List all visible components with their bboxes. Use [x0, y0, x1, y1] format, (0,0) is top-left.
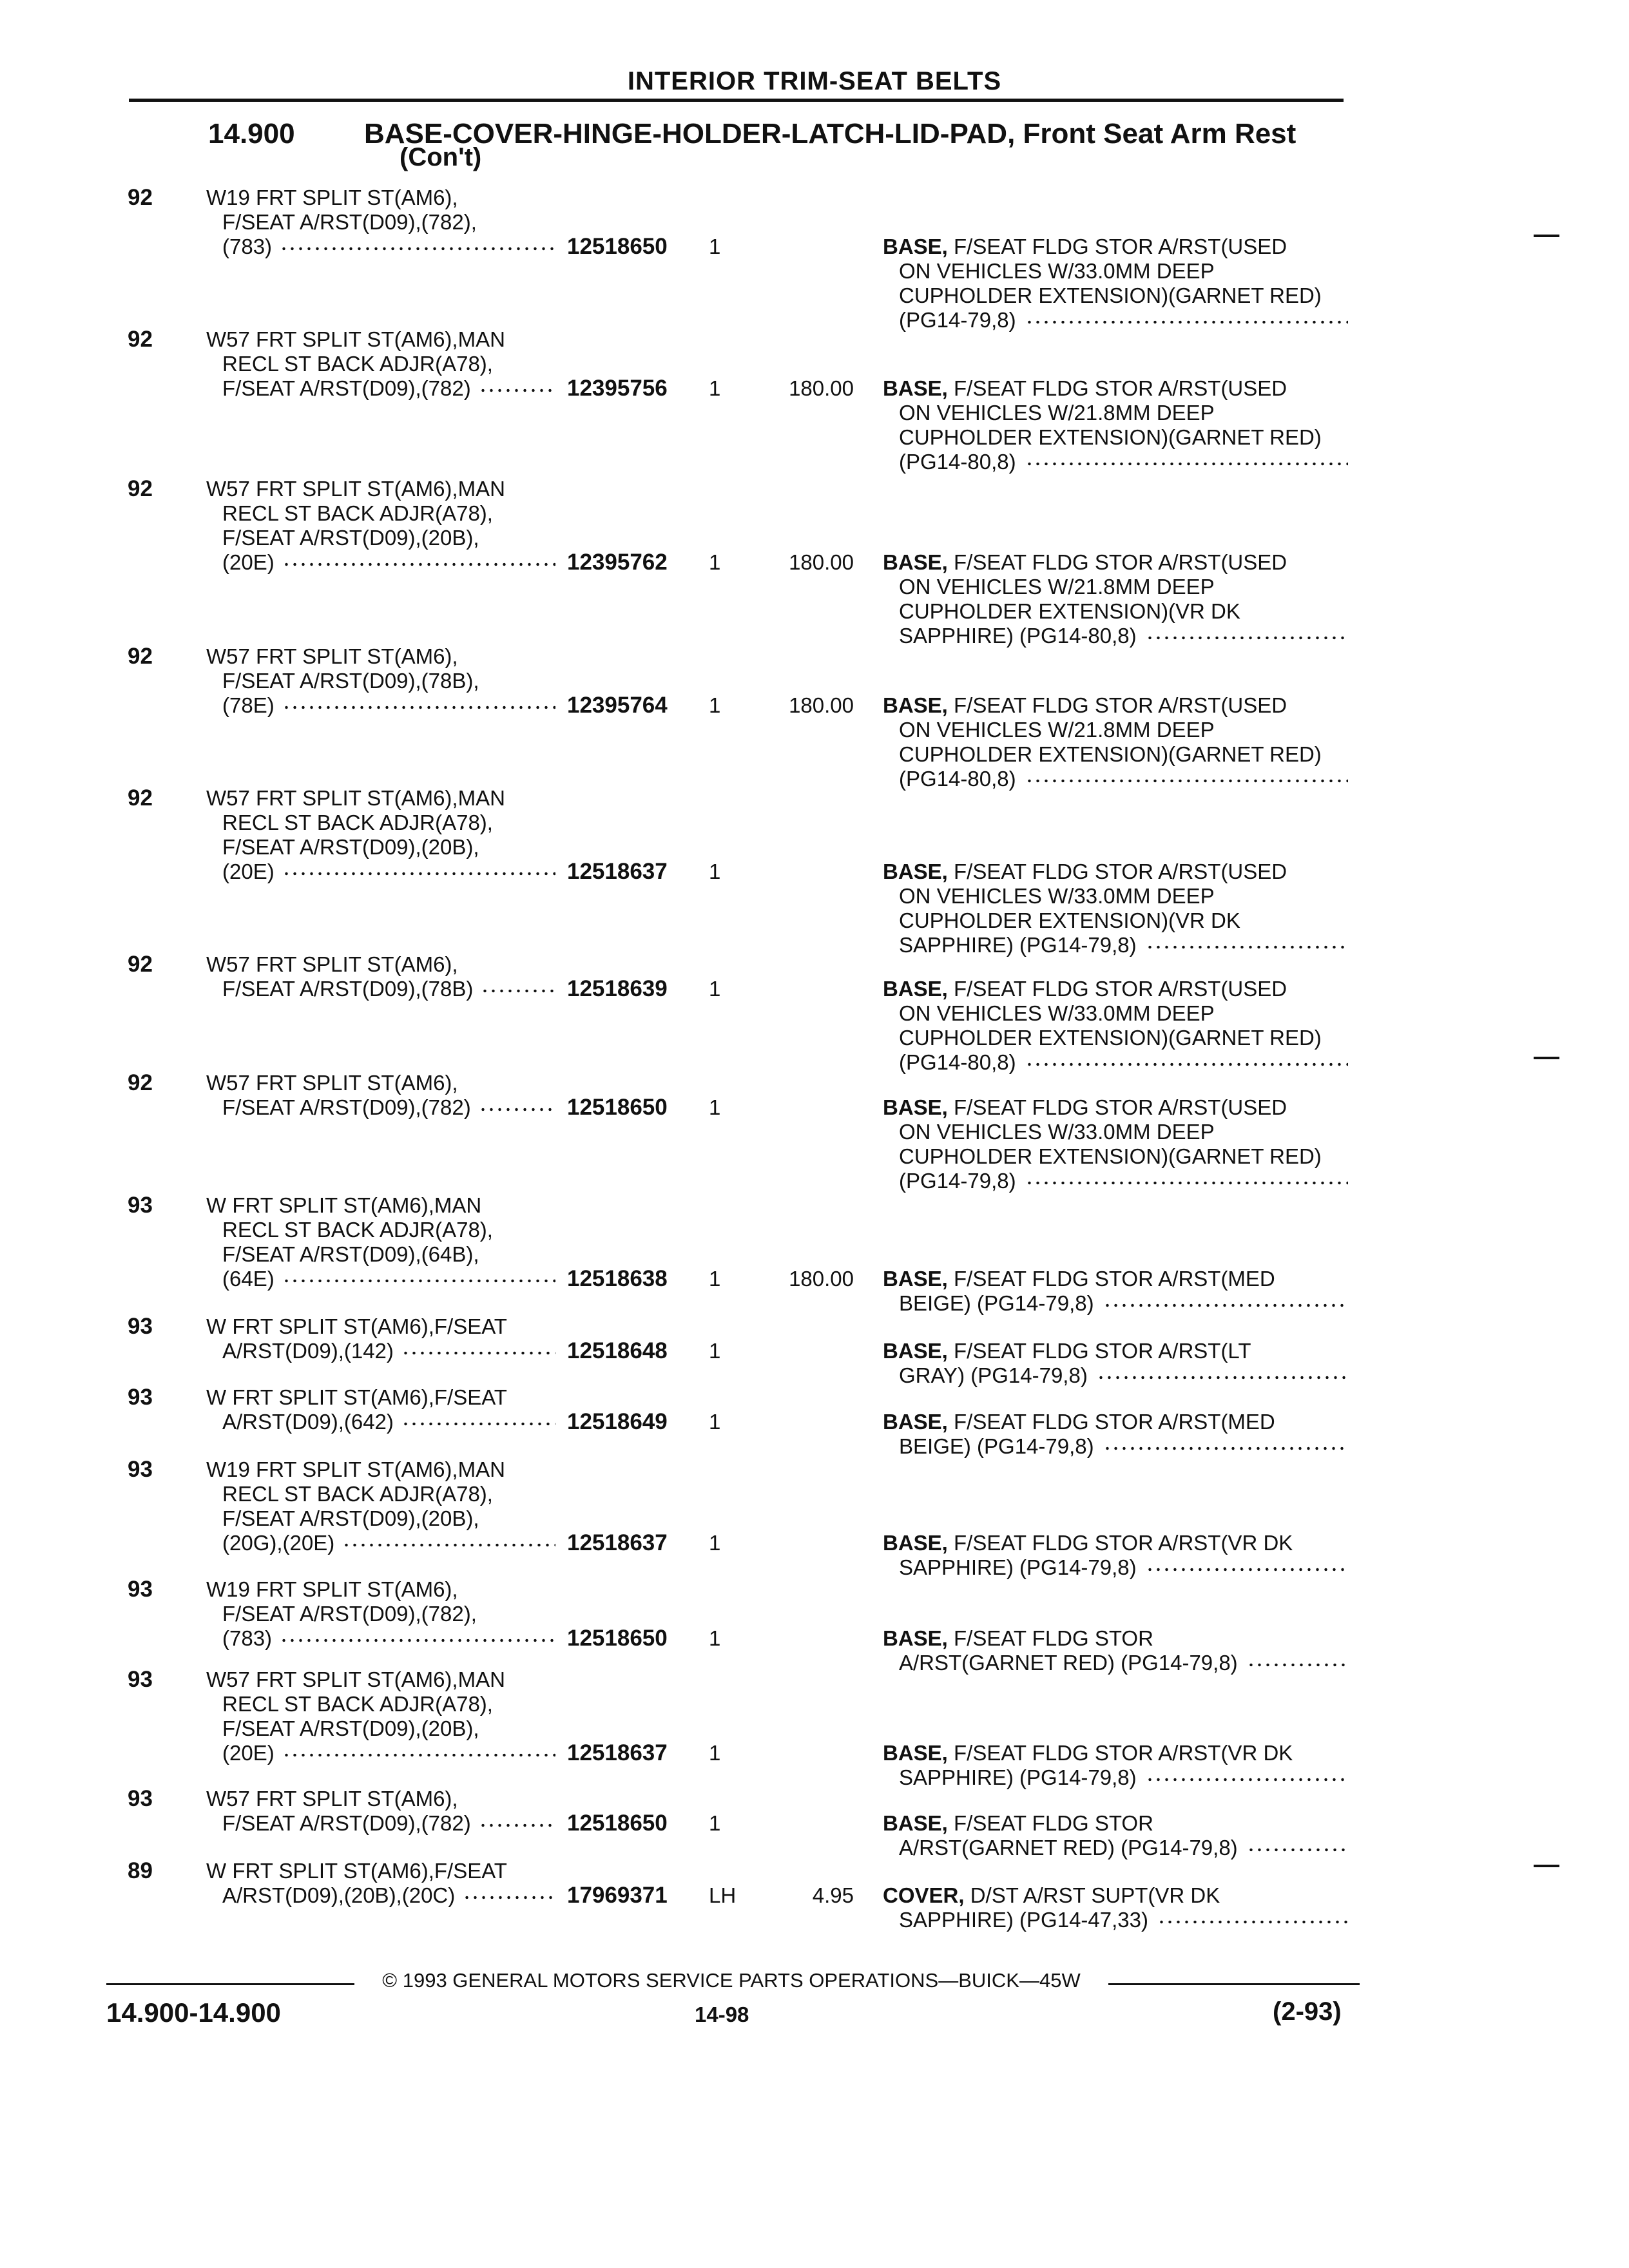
footer-section-range: 14.900-14.900	[106, 1997, 281, 2028]
part-number: 12518649	[567, 1409, 668, 1434]
dot-leader	[282, 1753, 555, 1758]
dot-leader	[1025, 320, 1348, 325]
quantity: 1	[709, 860, 721, 883]
quantity: 1	[709, 1339, 721, 1363]
part-name-line: BASE, F/SEAT FLDG STOR A/RST(USED	[883, 235, 1287, 258]
part-number: 12518639	[567, 976, 668, 1001]
usage-description-line: RECL ST BACK ADJR(A78),	[222, 1482, 493, 1506]
quantity: 1	[709, 1741, 721, 1765]
reference-number: 93	[128, 1193, 153, 1218]
part-name-line: BASE, F/SEAT FLDG STOR	[883, 1626, 1153, 1650]
part-name-line: BASE, F/SEAT FLDG STOR A/RST(USED	[883, 977, 1287, 1001]
margin-tick	[1534, 235, 1559, 237]
unit-price: 180.00	[789, 550, 854, 574]
reference-number: 89	[128, 1858, 153, 1883]
dot-leader	[282, 1278, 555, 1283]
part-name-line: CUPHOLDER EXTENSION)(GARNET RED)	[899, 284, 1322, 307]
part-name-line: (PG14-80,8)	[899, 1050, 1016, 1074]
part-name-line: BEIGE) (PG14-79,8)	[899, 1434, 1094, 1458]
usage-description-line: W FRT SPLIT ST(AM6),F/SEAT	[206, 1314, 507, 1338]
part-noun: BASE,	[883, 1339, 948, 1363]
usage-description-line: RECL ST BACK ADJR(A78),	[222, 811, 493, 834]
part-name-line: (PG14-80,8)	[899, 767, 1016, 791]
dot-leader	[1025, 1062, 1348, 1067]
reference-number: 92	[128, 476, 153, 501]
part-noun: BASE,	[883, 1410, 948, 1434]
dot-leader	[282, 705, 555, 710]
usage-description-line: RECL ST BACK ADJR(A78),	[222, 1218, 493, 1242]
usage-description-line: W19 FRT SPLIT ST(AM6),	[206, 186, 458, 209]
reference-number: 93	[128, 1786, 153, 1811]
dot-leader	[1025, 461, 1348, 466]
dot-leader	[1025, 778, 1348, 783]
part-number: 12518650	[567, 1095, 668, 1120]
part-name-line: CUPHOLDER EXTENSION)(VR DK	[899, 599, 1240, 623]
dot-leader	[282, 871, 555, 876]
dot-leader	[1097, 1375, 1348, 1380]
dot-leader	[1247, 1662, 1348, 1667]
quantity: 1	[709, 376, 721, 400]
dot-leader	[479, 388, 555, 393]
usage-description-line: W57 FRT SPLIT ST(AM6),	[206, 644, 458, 668]
dot-leader	[280, 1638, 555, 1643]
part-name-line: SAPPHIRE) (PG14-79,8)	[899, 933, 1137, 957]
usage-description-line: (20E)	[222, 860, 275, 883]
usage-description-line: RECL ST BACK ADJR(A78),	[222, 1692, 493, 1716]
usage-description-line: F/SEAT A/RST(D09),(782)	[222, 376, 471, 400]
part-name-line: COVER, D/ST A/RST SUPT(VR DK	[883, 1883, 1220, 1907]
usage-description-line: (783)	[222, 235, 273, 258]
usage-description-line: F/SEAT A/RST(D09),(782)	[222, 1095, 471, 1119]
quantity: 1	[709, 1267, 721, 1291]
usage-description-line: F/SEAT A/RST(D09),(782),	[222, 210, 477, 234]
usage-description-line: W57 FRT SPLIT ST(AM6),MAN	[206, 786, 505, 810]
usage-description-line: W FRT SPLIT ST(AM6),F/SEAT	[206, 1385, 507, 1409]
part-number: 12518650	[567, 1811, 668, 1836]
quantity: 1	[709, 235, 721, 258]
part-name-line: ON VEHICLES W/33.0MM DEEP	[899, 1120, 1215, 1144]
part-noun: BASE,	[883, 860, 948, 883]
usage-description-line: W57 FRT SPLIT ST(AM6),	[206, 952, 458, 976]
usage-description-line: (78E)	[222, 693, 275, 717]
part-name-line: BASE, F/SEAT FLDG STOR	[883, 1811, 1153, 1835]
dot-leader	[401, 1421, 555, 1427]
part-noun: BASE,	[883, 1531, 948, 1555]
part-number: 12518637	[567, 1740, 668, 1765]
footer-rule-right	[1108, 1983, 1360, 1985]
unit-price: 180.00	[789, 376, 854, 400]
footer-page-number: 14-98	[695, 2003, 749, 2026]
part-noun: BASE,	[883, 376, 948, 400]
dot-leader	[481, 988, 555, 994]
usage-description-line: W FRT SPLIT ST(AM6),F/SEAT	[206, 1859, 507, 1883]
header-rule	[129, 99, 1344, 102]
part-name-line: BASE, F/SEAT FLDG STOR A/RST(USED	[883, 1095, 1287, 1119]
part-name-line: BASE, F/SEAT FLDG STOR A/RST(USED	[883, 550, 1287, 574]
unit-price: 4.95	[812, 1883, 854, 1907]
dot-leader	[282, 562, 555, 567]
usage-description-line: F/SEAT A/RST(D09),(782)	[222, 1811, 471, 1835]
dot-leader	[1103, 1446, 1348, 1451]
dot-leader	[1146, 635, 1348, 640]
usage-description-line: F/SEAT A/RST(D09),(78B)	[222, 977, 474, 1001]
quantity: 1	[709, 1811, 721, 1835]
part-number: 12518650	[567, 234, 668, 259]
margin-tick	[1534, 1057, 1559, 1059]
quantity: LH	[709, 1883, 737, 1907]
dot-leader	[463, 1895, 555, 1900]
dot-leader	[1247, 1847, 1348, 1852]
part-noun: BASE,	[883, 1095, 948, 1119]
reference-number: 92	[128, 185, 153, 210]
part-noun: COVER,	[883, 1883, 965, 1907]
usage-description-line: RECL ST BACK ADJR(A78),	[222, 352, 493, 376]
part-noun: BASE,	[883, 1741, 948, 1765]
footer-copyright: © 1993 GENERAL MOTORS SERVICE PARTS OPERATIONS—BUICK—45W	[382, 1969, 1081, 1992]
part-name-line: BEIGE) (PG14-79,8)	[899, 1291, 1094, 1315]
usage-description-line: F/SEAT A/RST(D09),(78B),	[222, 669, 479, 693]
usage-description-line: W57 FRT SPLIT ST(AM6),MAN	[206, 477, 505, 501]
part-name-line: (PG14-80,8)	[899, 450, 1016, 474]
part-name-line: A/RST(GARNET RED) (PG14-79,8)	[899, 1651, 1238, 1675]
part-number: 12395762	[567, 550, 668, 575]
dot-leader	[1103, 1303, 1348, 1308]
margin-tick	[1534, 1865, 1559, 1867]
part-name-line: CUPHOLDER EXTENSION)(GARNET RED)	[899, 1144, 1322, 1168]
quantity: 1	[709, 1626, 721, 1650]
quantity: 1	[709, 693, 721, 717]
part-name-line: ON VEHICLES W/21.8MM DEEP	[899, 401, 1215, 425]
usage-description-line: F/SEAT A/RST(D09),(782),	[222, 1602, 477, 1626]
dot-leader	[1146, 945, 1348, 950]
part-noun: BASE,	[883, 977, 948, 1001]
usage-description-line: F/SEAT A/RST(D09),(20B),	[222, 1506, 479, 1530]
reference-number: 92	[128, 327, 153, 352]
dot-leader	[342, 1542, 555, 1548]
part-name-line: GRAY) (PG14-79,8)	[899, 1363, 1088, 1387]
usage-description-line: W19 FRT SPLIT ST(AM6),MAN	[206, 1457, 505, 1481]
section-continued: (Con't)	[400, 143, 482, 171]
part-noun: BASE,	[883, 1811, 948, 1835]
usage-description-line: RECL ST BACK ADJR(A78),	[222, 501, 493, 525]
part-name-line: CUPHOLDER EXTENSION)(GARNET RED)	[899, 1026, 1322, 1050]
dot-leader	[479, 1107, 555, 1112]
part-noun: BASE,	[883, 1267, 948, 1291]
part-noun: BASE,	[883, 235, 948, 258]
footer-rule-left	[106, 1983, 354, 1985]
usage-description-line: (20E)	[222, 1741, 275, 1765]
page-header-title: INTERIOR TRIM-SEAT BELTS	[627, 67, 1002, 95]
quantity: 1	[709, 1531, 721, 1555]
usage-description-line: A/RST(D09),(642)	[222, 1410, 394, 1434]
part-name-line: A/RST(GARNET RED) (PG14-79,8)	[899, 1836, 1238, 1860]
usage-description-line: F/SEAT A/RST(D09),(20B),	[222, 835, 479, 859]
dot-leader	[280, 246, 555, 251]
quantity: 1	[709, 977, 721, 1001]
part-name-line: SAPPHIRE) (PG14-79,8)	[899, 1765, 1137, 1789]
part-number: 12395764	[567, 693, 668, 718]
part-number: 17969371	[567, 1883, 668, 1908]
part-noun: BASE,	[883, 1626, 948, 1650]
part-name-line: SAPPHIRE) (PG14-47,33)	[899, 1908, 1148, 1932]
quantity: 1	[709, 1410, 721, 1434]
dot-leader	[1157, 1919, 1348, 1925]
reference-number: 93	[128, 1314, 153, 1339]
part-name-line: (PG14-79,8)	[899, 1169, 1016, 1193]
reference-number: 92	[128, 644, 153, 669]
reference-number: 92	[128, 785, 153, 811]
part-name-line: ON VEHICLES W/33.0MM DEEP	[899, 1001, 1215, 1025]
usage-description-line: W57 FRT SPLIT ST(AM6),MAN	[206, 327, 505, 351]
part-name-line: ON VEHICLES W/33.0MM DEEP	[899, 884, 1215, 908]
part-name-line: BASE, F/SEAT FLDG STOR A/RST(LT	[883, 1339, 1251, 1363]
usage-description-line: W57 FRT SPLIT ST(AM6),	[206, 1787, 458, 1811]
reference-number: 92	[128, 1070, 153, 1095]
usage-description-line: (64E)	[222, 1267, 275, 1291]
part-noun: BASE,	[883, 693, 948, 717]
usage-description-line: W57 FRT SPLIT ST(AM6),	[206, 1071, 458, 1095]
dot-leader	[1146, 1777, 1348, 1782]
unit-price: 180.00	[789, 1267, 854, 1291]
section-title: BASE-COVER-HINGE-HOLDER-LATCH-LID-PAD, Front Seat Arm Rest	[364, 118, 1296, 149]
part-name-line: ON VEHICLES W/21.8MM DEEP	[899, 718, 1215, 742]
part-name-line: ON VEHICLES W/21.8MM DEEP	[899, 575, 1215, 599]
reference-number: 93	[128, 1577, 153, 1602]
part-noun: BASE,	[883, 550, 948, 574]
part-name-line: CUPHOLDER EXTENSION)(GARNET RED)	[899, 425, 1322, 449]
part-name-line: CUPHOLDER EXTENSION)(GARNET RED)	[899, 742, 1322, 766]
usage-description-line: A/RST(D09),(142)	[222, 1339, 394, 1363]
usage-description-line: (20G),(20E)	[222, 1531, 335, 1555]
part-number: 12395756	[567, 376, 668, 401]
part-number: 12518638	[567, 1266, 668, 1291]
part-name-line: BASE, F/SEAT FLDG STOR A/RST(USED	[883, 376, 1287, 400]
dot-leader	[1146, 1567, 1348, 1572]
usage-description-line: (783)	[222, 1626, 273, 1650]
section-number: 14.900	[208, 118, 295, 149]
part-name-line: BASE, F/SEAT FLDG STOR A/RST(MED	[883, 1410, 1275, 1434]
dot-leader	[1025, 1180, 1348, 1186]
reference-number: 92	[128, 952, 153, 977]
usage-description-line: W57 FRT SPLIT ST(AM6),MAN	[206, 1667, 505, 1691]
part-name-line: BASE, F/SEAT FLDG STOR A/RST(VR DK	[883, 1741, 1293, 1765]
part-name-line: ON VEHICLES W/33.0MM DEEP	[899, 259, 1215, 283]
part-name-line: SAPPHIRE) (PG14-80,8)	[899, 624, 1137, 648]
quantity: 1	[709, 550, 721, 574]
part-number: 12518650	[567, 1626, 668, 1651]
quantity: 1	[709, 1095, 721, 1119]
dot-leader	[401, 1350, 555, 1356]
usage-description-line: A/RST(D09),(20B),(20C)	[222, 1883, 456, 1907]
usage-description-line: F/SEAT A/RST(D09),(64B),	[222, 1242, 479, 1266]
part-name-line: BASE, F/SEAT FLDG STOR A/RST(VR DK	[883, 1531, 1293, 1555]
part-number: 12518637	[567, 859, 668, 884]
part-name-line: (PG14-79,8)	[899, 308, 1016, 332]
usage-description-line: (20E)	[222, 550, 275, 574]
part-number: 12518637	[567, 1530, 668, 1555]
usage-description-line: W FRT SPLIT ST(AM6),MAN	[206, 1193, 482, 1217]
reference-number: 93	[128, 1457, 153, 1482]
usage-description-line: W19 FRT SPLIT ST(AM6),	[206, 1577, 458, 1601]
part-name-line: SAPPHIRE) (PG14-79,8)	[899, 1555, 1137, 1579]
reference-number: 93	[128, 1385, 153, 1410]
part-name-line: BASE, F/SEAT FLDG STOR A/RST(USED	[883, 693, 1287, 717]
usage-description-line: F/SEAT A/RST(D09),(20B),	[222, 1716, 479, 1740]
reference-number: 93	[128, 1667, 153, 1692]
part-name-line: BASE, F/SEAT FLDG STOR A/RST(MED	[883, 1267, 1275, 1291]
usage-description-line: F/SEAT A/RST(D09),(20B),	[222, 526, 479, 550]
part-number: 12518648	[567, 1338, 668, 1363]
footer-date: (2-93)	[1273, 1997, 1342, 2026]
unit-price: 180.00	[789, 693, 854, 717]
part-name-line: BASE, F/SEAT FLDG STOR A/RST(USED	[883, 860, 1287, 883]
dot-leader	[479, 1823, 555, 1828]
part-name-line: CUPHOLDER EXTENSION)(VR DK	[899, 908, 1240, 932]
